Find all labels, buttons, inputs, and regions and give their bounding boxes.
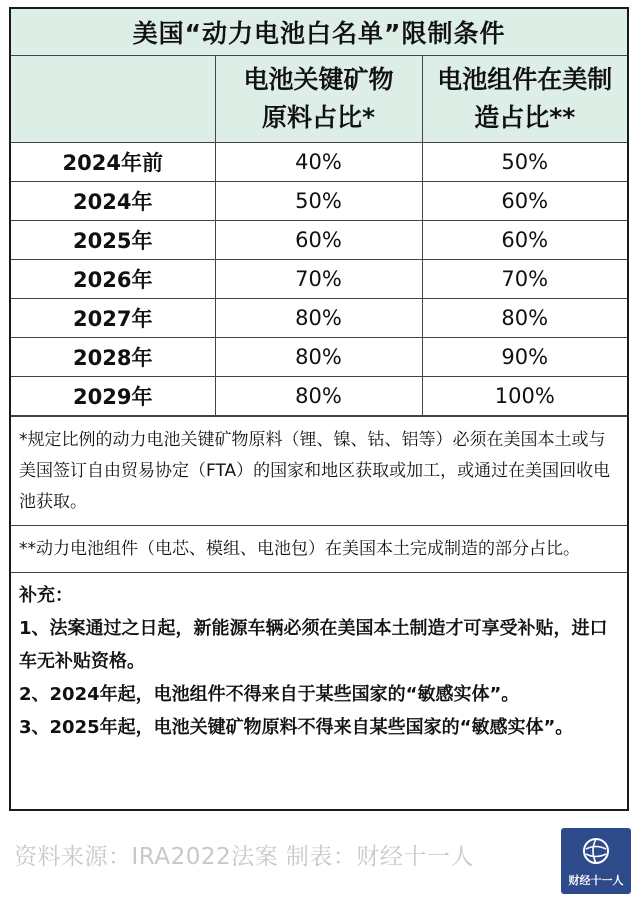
components-cell: 60%: [422, 221, 627, 260]
supplement-item: 2、2024年起，电池组件不得来自于某些国家的“敏感实体”。: [19, 684, 520, 705]
supplement-heading: 补充：: [19, 585, 73, 606]
minerals-cell: 80%: [215, 377, 422, 416]
minerals-cell: 50%: [215, 182, 422, 221]
table-row: [11, 260, 627, 299]
year-cell: 2025年: [11, 221, 215, 260]
note-minerals: *规定比例的动力电池关键矿物原料（锂、镍、钴、铝等）必须在美国本土或与美国签订自由贸易协定（FTA）的国家和地区获取或加工，或通过在美国回收电池获取。: [11, 416, 627, 525]
year-cell: 2026年: [11, 260, 215, 299]
header-minerals: 电池关键矿物原料占比*: [215, 56, 422, 143]
table-row: [11, 143, 627, 182]
table-body: [11, 143, 627, 416]
components-cell: 80%: [422, 299, 627, 338]
minerals-cell: 70%: [215, 260, 422, 299]
table-row: [11, 377, 627, 416]
table-row: [11, 182, 627, 221]
components-cell: 100%: [422, 377, 627, 416]
components-cell: 60%: [422, 182, 627, 221]
supplement-item: 1、法案通过之日起，新能源车辆必须在美国本土制造才可享受补贴，进口车无补贴资格。: [19, 618, 608, 672]
header-empty-cell: [11, 56, 215, 143]
minerals-cell: 60%: [215, 221, 422, 260]
components-cell: 50%: [422, 143, 627, 182]
logo-text: 财经十一人: [568, 874, 624, 887]
info-table-frame: [9, 7, 629, 811]
table-row: [11, 221, 627, 260]
note-components: **动力电池组件（电芯、模组、电池包）在美国本土完成制造的部分占比。: [11, 525, 627, 572]
minerals-cell: 80%: [215, 338, 422, 377]
source-caption: 资料来源：IRA2022法案 制表：财经十一人: [14, 844, 474, 870]
minerals-cell: 40%: [215, 143, 422, 182]
brand-logo: [561, 828, 631, 894]
components-cell: 90%: [422, 338, 627, 377]
year-cell: 2027年: [11, 299, 215, 338]
table-row: [11, 338, 627, 377]
supplement-section: [11, 572, 627, 744]
year-cell: 2029年: [11, 377, 215, 416]
header-components: 电池组件在美制造占比**: [422, 56, 627, 143]
year-cell: 2024年: [11, 182, 215, 221]
table-title: 美国“动力电池白名单”限制条件: [11, 9, 627, 56]
globe-runner-icon: [581, 836, 611, 870]
supplement-item: 3、2025年起，电池关键矿物原料不得来自某些国家的“敏感实体”。: [19, 717, 574, 738]
year-cell: 2028年: [11, 338, 215, 377]
restriction-table: [11, 9, 627, 416]
minerals-cell: 80%: [215, 299, 422, 338]
year-cell: 2024年前: [11, 143, 215, 182]
components-cell: 70%: [422, 260, 627, 299]
table-row: [11, 299, 627, 338]
